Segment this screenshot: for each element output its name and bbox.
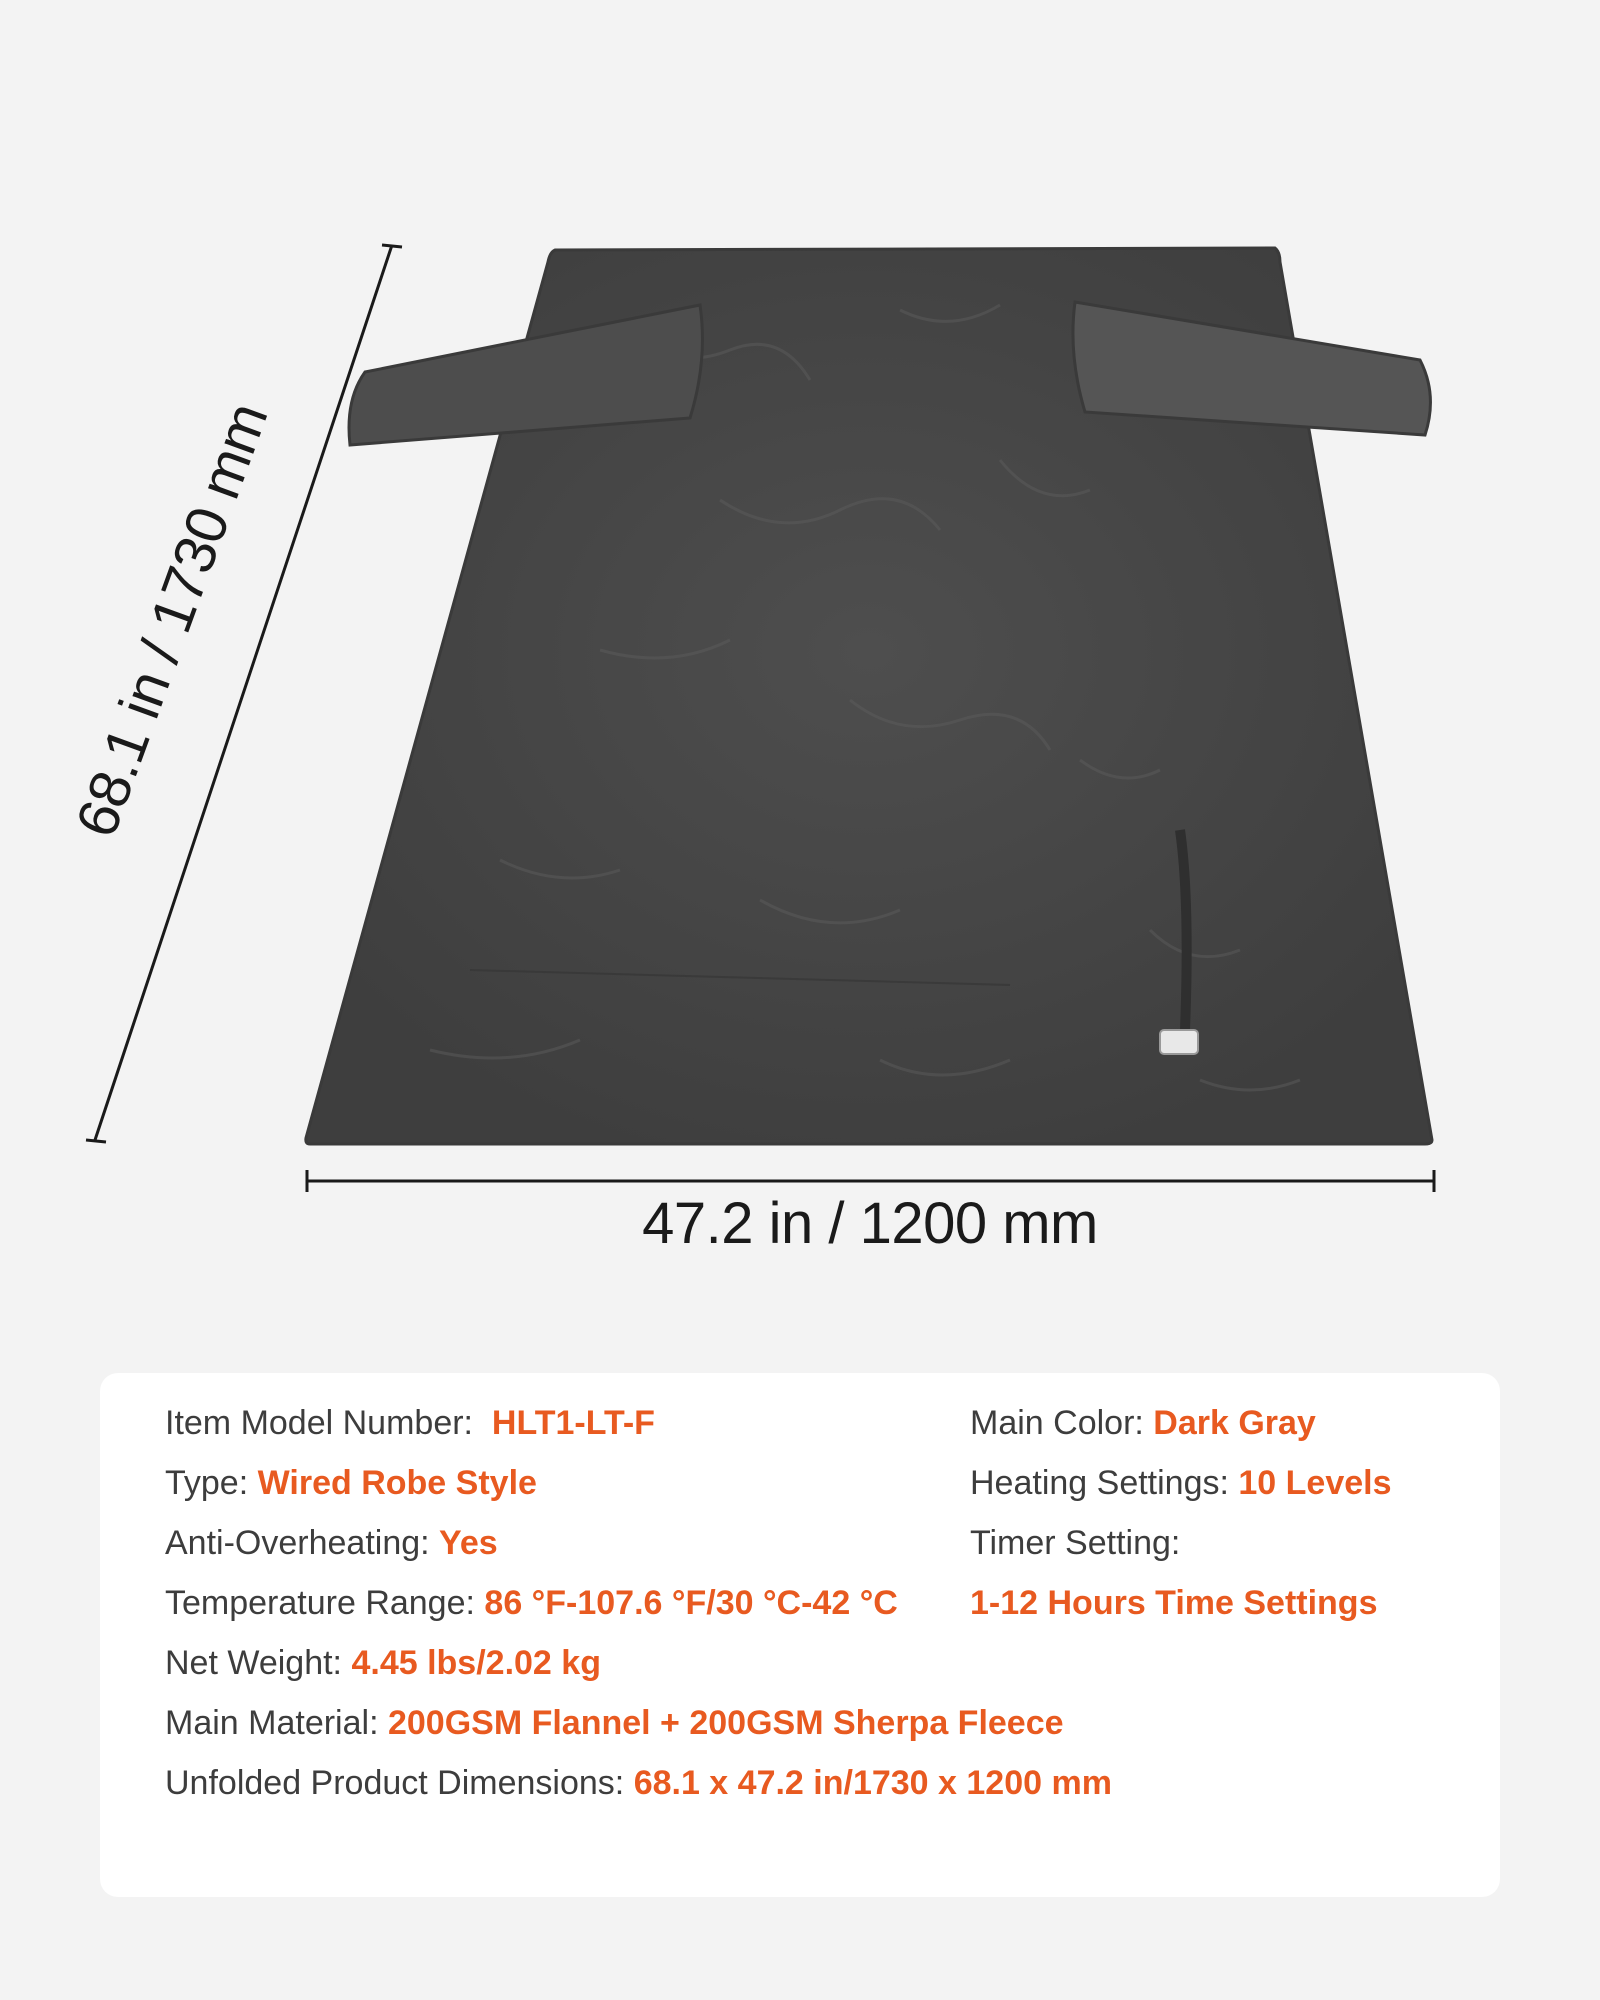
spec-anti-overheating [165,1523,498,1563]
spec-value: 10 Levels [1238,1464,1392,1502]
width-dimension-label: 47.2 in / 1200 mm [642,1191,1098,1256]
spec-label: Net Weight: [165,1644,343,1682]
spec-label: Unfolded Product Dimensions: [165,1764,625,1802]
spec-timer-setting-label [970,1523,1180,1563]
spec-label: Item Model Number: [165,1404,473,1442]
spec-unfolded-dimensions [165,1763,1112,1803]
spec-heating-settings [970,1463,1392,1503]
spec-label: Temperature Range: [165,1584,475,1622]
spec-type [165,1463,537,1503]
spec-label: Type: [165,1464,249,1502]
spec-value: 200GSM Flannel + 200GSM Sherpa Fleece [387,1704,1064,1742]
spec-label: Heating Settings: [970,1464,1229,1502]
spec-label: Main Color: [970,1404,1144,1442]
spec-value: Yes [439,1524,498,1562]
width-dimension-line [307,1170,1434,1192]
spec-value: Wired Robe Style [257,1464,537,1502]
height-dimension-label: 68.1 in / 1730 mm [63,394,281,846]
spec-label: Anti-Overheating: [165,1524,430,1562]
spec-value: 86 °F-107.6 °F/30 °C-42 °C [484,1584,898,1622]
controller-icon [1160,1030,1198,1054]
spec-value: Dark Gray [1153,1404,1316,1442]
spec-main-material [165,1703,1064,1743]
spec-value: HLT1-LT-F [491,1404,655,1442]
spec-net-weight [165,1643,601,1683]
spec-model [165,1403,655,1443]
spec-label: Timer Setting: [970,1524,1181,1562]
spec-temperature-range [165,1583,898,1623]
spec-value: 68.1 x 47.2 in/1730 x 1200 mm [633,1764,1112,1802]
spec-label: Main Material: [165,1704,379,1742]
spec-value: 4.45 lbs/2.02 kg [351,1644,601,1682]
specifications-card [100,1373,1500,1897]
spec-timer-setting-value [970,1583,1378,1623]
spec-main-color [970,1403,1316,1443]
spec-value: 1-12 Hours Time Settings [970,1584,1378,1622]
